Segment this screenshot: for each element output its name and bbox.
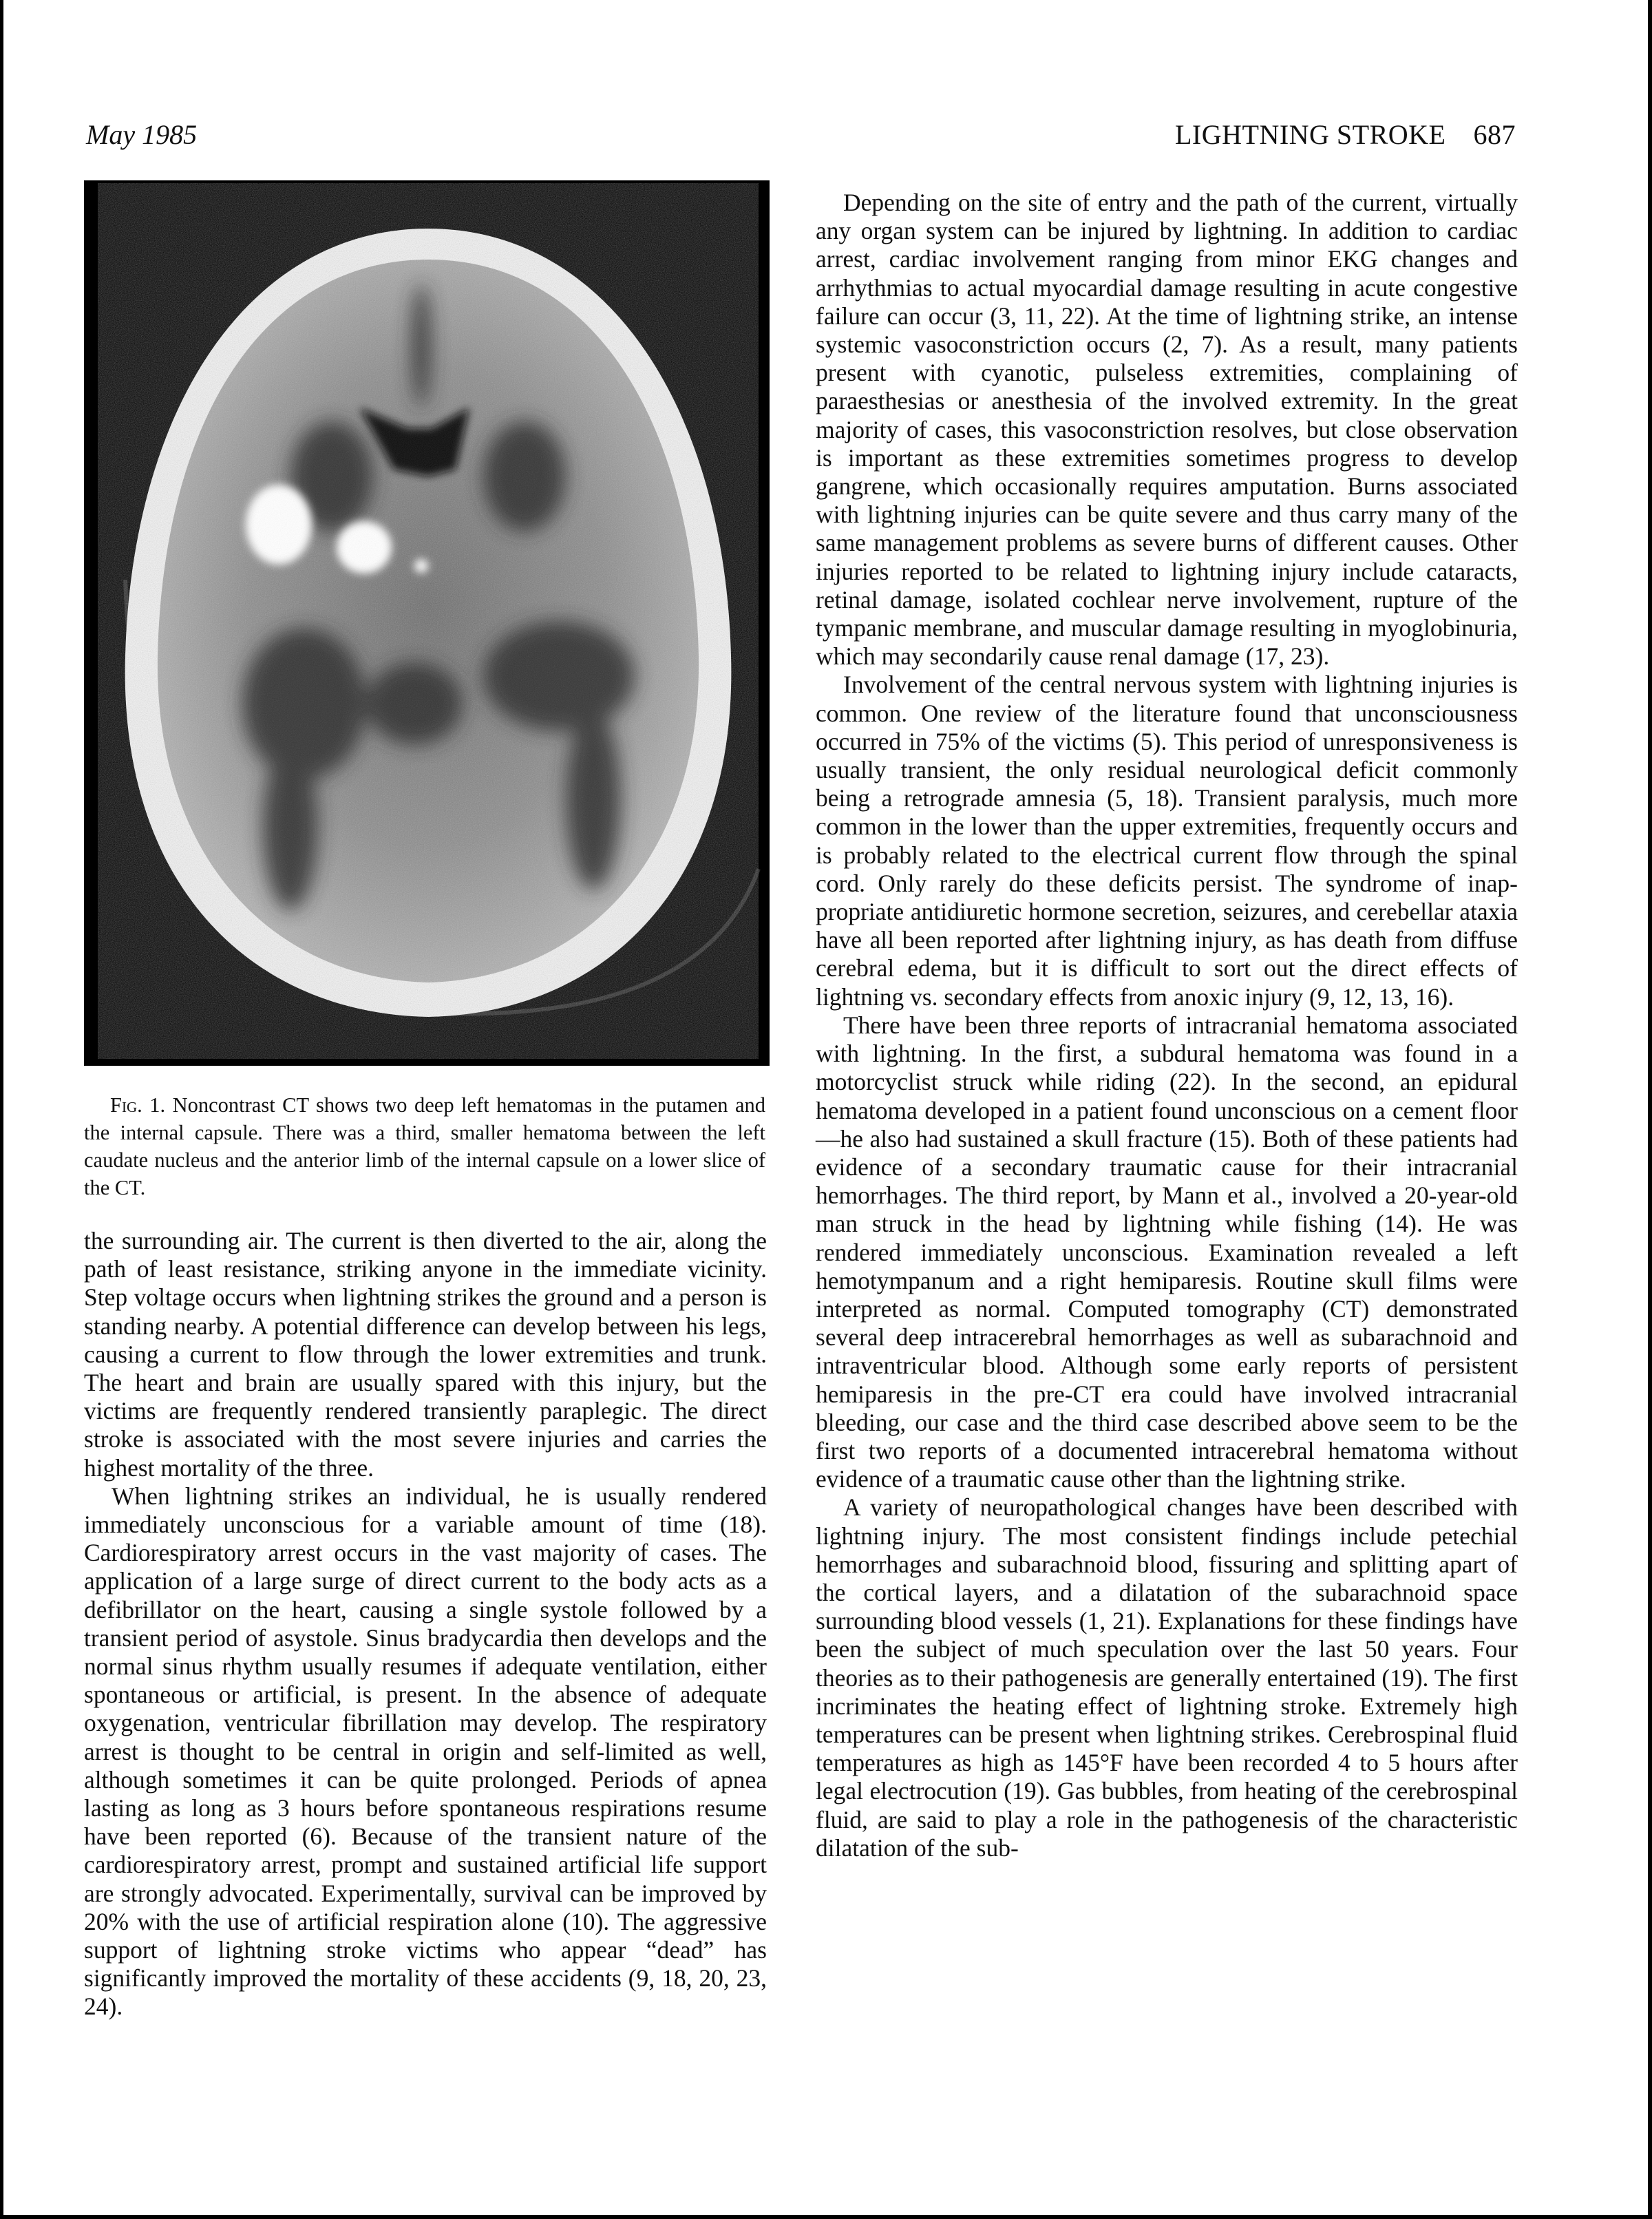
left-column xyxy=(84,1227,767,2021)
paragraph: the surrounding air. The current is then diverted to the air, along the path of least resistance, striking anyone in the immediate vicinity. Step voltage occurs when lightning strikes the ground and a person is standing nearby. A potential difference can develop between his legs, causing a current to flow through the lower extremities and trunk. The heart and brain are usually spared with this injury, but the victims are frequently rendered transiently paraplegic. The direct stroke is associated with the most severe injuries and carries the highest mortality of the three. xyxy=(84,1227,767,1482)
running-title: LIGHTNING STROKE xyxy=(1174,119,1446,150)
ct-scan-image-icon xyxy=(84,180,770,1066)
scan-border-bottom xyxy=(0,2215,1652,2219)
figure-ct-scan xyxy=(84,180,770,1066)
paragraph: Involvement of the central nervous system with lightning injuries is common. One review of the literature found that unconsciousness occurred in 75% of the victims (5). This period of unresponsiveness is usually transient, the only residual neurological deficit commonly being a retrograde amnesia (5, 18). Transient paralysis, much more common in the lower than the upper extremities, frequently occurs and is probably related to the electrical current flow through the spinal cord. Only rarely do these deficits persist. The syndrome of inappropriate antidiuretic hormone secretion, seizures, and cerebellar ataxia have all been reported after lightning injury, as has death from diffuse cerebral edema, but it is difficult to sort out the direct effects of lightning vs. secondary effects from anoxic injury (9, 12, 13, 16). xyxy=(816,671,1518,1011)
paragraph: Depending on the site of entry and the path of the current, virtually any organ system can be injured by lightning. In addition to cardiac arrest, cardiac involvement ranging from minor EKG changes and arrhythmias to actual myocardial damage resulting in acute congestive failure can occur (3, 11, 22). At the time of lightning strike, an intense systemic vasoconstriction occurs (2, 7). As a result, many patients present with cyanotic, pulseless extremities, complaining of paraesthesias or anesthesia of the involved extremity. In the great majority of cases, this vasoconstriction resolves, but close observation is important as these extremities sometimes progress to develop gangrene, which occasionally requires amputation. Burns associated with lightning injuries can be quite severe and thus carry many of the same management problems as severe burns of different causes. Other injuries reported to be related to lightning injury include cataracts, retinal damage, isolated cochlear nerve involvement, rupture of the tympanic membrane, and muscular damage resulting in myoglobinuria, which may secondarily cause renal damage (17, 23). xyxy=(816,189,1518,671)
right-column xyxy=(816,189,1518,1862)
figure-caption xyxy=(84,1091,765,1201)
scan-border-left xyxy=(0,0,3,2219)
running-head xyxy=(1175,118,1516,151)
figure-caption-text: Noncontrast CT shows two deep left hematomas in the putamen and the internal capsule. There was a third, smaller hematoma between the left caudate nucleus and the anterior limb of the internal capsule on a lower slice of the CT. xyxy=(84,1093,766,1199)
scan-border-right xyxy=(1648,0,1652,2219)
paragraph: When lightning strikes an individual, he is usually rendered immediately unconscious for a variable amount of time (18). Cardiorespiratory arrest occurs in the vast majority of cases. The application of a large surge of direct current to the body acts as a defibrillator on the heart, causing a single systole followed by a transient period of asystole. Sinus bradycardia then develops and the normal sinus rhythm usually resumes if adequate ventilation, either spontaneous or artificial, is present. In the absence of adequate oxygenation, ventricular fibrillation may develop. The respiratory arrest is thought to be central in origin and self-limited as well, although sometimes it can be quite prolonged. Periods of apnea lasting as long as 3 hours before spontaneous respirations resume have been reported (6). Because of the transient nature of the cardiorespiratory arrest, prompt and sustained artificial life support are strongly advocated. Experimentally, survival can be improved by 20% with the use of artificial respiration alone (10). The aggressive support of lightning stroke victims who appear “dead” has significantly improved the mortality of these accidents (9, 18, 20, 23, 24). xyxy=(84,1482,767,2021)
running-head-date: May 1985 xyxy=(86,119,198,150)
paragraph: There have been three reports of intracranial hematoma associated with lightning. In the first, a subdural hematoma was found in a motorcyclist struck while riding (22). In the second, an epidural hematoma developed in a patient found unconscious on a cement floor—he also had sustained a skull fracture (15). Both of these patients had evidence of a secondary traumatic cause for their intracranial hemorrhages. The third report, by Mann et al., involved a 20-year-old man struck in the head by lightning while fishing (14). He was rendered immediately unconscious. Examination revealed a left hemotympanum and a right hemiparesis. Routine skull films were interpreted as normal. Computed tomography (CT) demonstrated several deep intracerebral hemorrhages as well as subarachnoid and intraventricular blood. Although some early reports of persistent hemiparesis in the pre-CT era could have involved intracranial bleeding, our case and the third case described above seem to be the first two reports of a documented intracerebral hematoma without evidence of a traumatic cause other than the lightning strike. xyxy=(816,1011,1518,1493)
paragraph: A variety of neuropathological changes have been described with lightning injury. The most consistent findings include petechial hemorrhages and subarachnoid blood, fissuring and splitting apart of the cortical layers, and a dilatation of the subarachnoid space surrounding blood vessels (1, 21). Explanations for these findings have been the subject of much speculation over the last 50 years. Four theories as to their pathogenesis are generally entertained (19). The first incriminates the heating effect of lightning stroke. Extremely high temperatures can be present when lightning strikes. Cerebrospinal fluid temperatures as high as 145°F have been recorded 4 to 5 hours after legal electrocution (19). Gas bubbles, from heating of the cerebrospinal fluid, are said to play a role in the pathogenesis of the characteristic dilatation of the sub- xyxy=(816,1493,1518,1862)
figure-caption-label: Fig. 1. xyxy=(110,1093,166,1117)
page-number: 687 xyxy=(1473,119,1516,150)
